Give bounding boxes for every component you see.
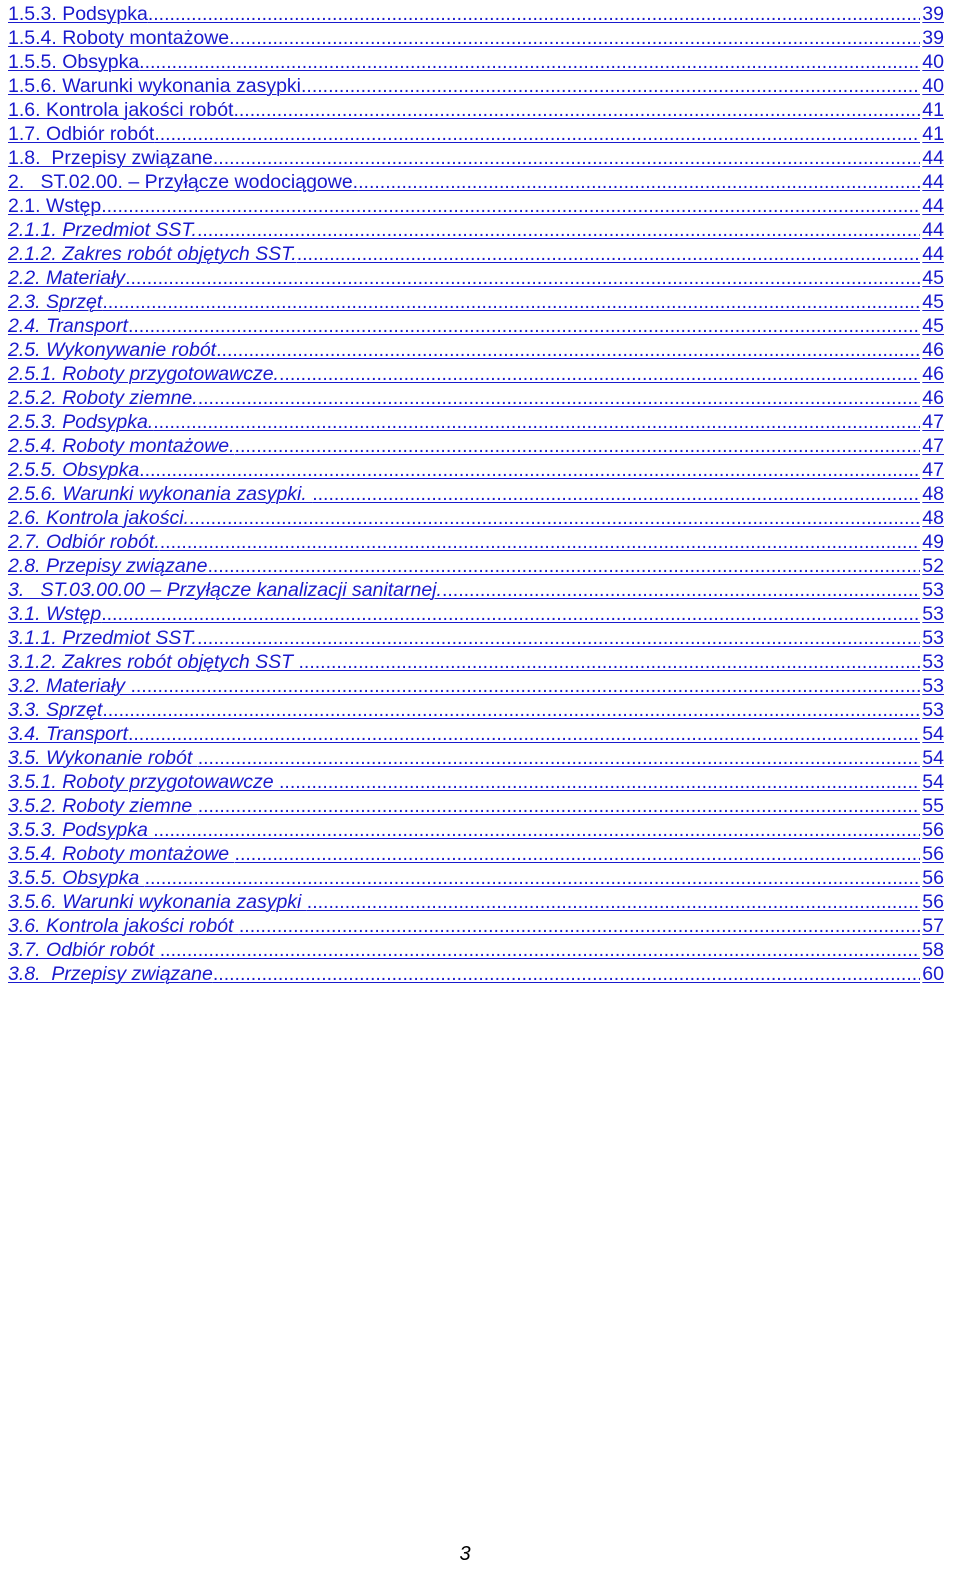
toc-entry-label: 3.2. Materiały: [8, 675, 131, 697]
toc-entry-label: 2.1.2. Zakres robót objętych SST.: [8, 243, 297, 265]
toc-entry-label: 2.6. Kontrola jakości.: [8, 507, 190, 529]
toc-entry-page-number: 54: [922, 747, 944, 769]
toc-entry-link[interactable]: [8, 746, 944, 770]
toc-entry-label: 2.5.4. Roboty montażowe.: [8, 435, 235, 457]
toc-entry-page-number: 48: [922, 483, 944, 505]
toc-entry-page-number: 48: [922, 507, 944, 529]
dot-leader: [153, 410, 920, 434]
dot-leader: [139, 458, 920, 482]
toc-entry-page-number: 57: [922, 915, 944, 937]
toc-entry-link[interactable]: [8, 866, 944, 890]
toc-entry-page-number: 53: [922, 627, 944, 649]
toc-entry-link[interactable]: [8, 674, 944, 698]
toc-entry-page-number: 45: [922, 267, 944, 289]
toc-entry-page-number: 56: [922, 867, 944, 889]
toc-entry-page-number: 46: [922, 339, 944, 361]
toc-entry-label: 2.5.5. Obsypka: [8, 459, 140, 481]
dot-leader: [153, 818, 920, 842]
toc-entry-label: 2.1.1. Przedmiot SST.: [8, 219, 197, 241]
toc-entry-link[interactable]: [8, 50, 944, 74]
toc-entry-link[interactable]: [8, 818, 944, 842]
toc-entry-link[interactable]: [8, 626, 944, 650]
toc-entry-link[interactable]: [8, 266, 944, 290]
dot-leader: [235, 434, 921, 458]
dot-leader: [312, 482, 920, 506]
toc-entry-page-number: 55: [922, 795, 944, 817]
toc-entry-link[interactable]: [8, 122, 944, 146]
table-of-contents: [8, 2, 944, 986]
toc-entry-page-number: 56: [922, 819, 944, 841]
dot-leader: [297, 242, 921, 266]
toc-entry-label: 2.8. Przepisy związane: [8, 555, 208, 577]
dot-leader: [198, 794, 921, 818]
toc-entry-page-number: 46: [922, 387, 944, 409]
dot-leader: [213, 962, 920, 986]
toc-entry-label: 3.4. Transport: [8, 723, 128, 745]
dot-leader: [101, 194, 920, 218]
toc-entry-page-number: 52: [922, 555, 944, 577]
toc-entry-link[interactable]: [8, 842, 944, 866]
toc-entry-label: 3.7. Odbiór robót: [8, 939, 160, 961]
dot-leader: [128, 314, 920, 338]
toc-entry-page-number: 49: [922, 531, 944, 553]
toc-entry-label: 3.8. Przepisy związane: [8, 963, 213, 985]
toc-entry-link[interactable]: [8, 242, 944, 266]
toc-entry-label: 1.5.4. Roboty montażowe: [8, 27, 230, 49]
dot-leader: [160, 938, 921, 962]
dot-leader: [207, 554, 920, 578]
dot-leader: [198, 746, 921, 770]
dot-leader: [239, 914, 920, 938]
toc-entry-label: 1.5.3. Podsypka: [8, 3, 148, 25]
toc-entry-label: 3.5.1. Roboty przygotowawcze: [8, 771, 279, 793]
toc-entry-link[interactable]: [8, 98, 944, 122]
toc-entry-page-number: 44: [922, 195, 944, 217]
toc-entry-link[interactable]: [8, 218, 944, 242]
toc-entry-page-number: 47: [922, 435, 944, 457]
dot-leader: [233, 98, 920, 122]
toc-entry-label: 3.1.1. Przedmiot SST.: [8, 627, 197, 649]
toc-entry-link[interactable]: [8, 530, 944, 554]
toc-entry-link[interactable]: [8, 914, 944, 938]
dot-leader: [197, 218, 920, 242]
toc-entry-link[interactable]: [8, 938, 944, 962]
toc-entry-link[interactable]: [8, 194, 944, 218]
toc-entry-page-number: 60: [922, 963, 944, 985]
toc-entry-page-number: 41: [922, 123, 944, 145]
dot-leader: [307, 890, 921, 914]
toc-entry-label: 2.5.2. Roboty ziemne.: [8, 387, 198, 409]
toc-entry-link[interactable]: [8, 890, 944, 914]
toc-entry-label: 2.2. Materiały: [8, 267, 126, 289]
toc-entry-label: 2. ST.02.00. – Przyłącze wodociągowe.: [8, 171, 359, 193]
page-number: 3: [459, 1543, 471, 1565]
dot-leader: [154, 122, 920, 146]
dot-leader: [279, 362, 920, 386]
toc-entry-page-number: 45: [922, 291, 944, 313]
toc-entry-label: 2.5.6. Warunki wykonania zasypki.: [8, 483, 313, 505]
toc-entry-page-number: 39: [922, 3, 944, 25]
dot-leader: [213, 146, 920, 170]
toc-entry-link[interactable]: [8, 146, 944, 170]
toc-entry-page-number: 44: [922, 219, 944, 241]
toc-entry-link[interactable]: [8, 770, 944, 794]
toc-entry-link[interactable]: [8, 554, 944, 578]
toc-entry-link[interactable]: [8, 482, 944, 506]
toc-entry-link[interactable]: [8, 74, 944, 98]
dot-leader: [160, 530, 921, 554]
toc-entry-page-number: 45: [922, 315, 944, 337]
toc-entry-label: 1.6. Kontrola jakości robót: [8, 99, 234, 121]
dot-leader: [442, 578, 920, 602]
toc-entry-link[interactable]: [8, 290, 944, 314]
toc-entry-page-number: 53: [922, 579, 944, 601]
toc-entry-label: 2.3. Sprzęt: [8, 291, 103, 313]
dot-leader: [101, 602, 920, 626]
dot-leader: [197, 626, 920, 650]
toc-entry-label: 2.5.3. Podsypka.: [8, 411, 154, 433]
toc-entry-link[interactable]: [8, 698, 944, 722]
toc-entry-label: 2.7. Odbiór robót.: [8, 531, 160, 553]
toc-entry-label: 1.7. Odbiór robót: [8, 123, 155, 145]
toc-entry-label: 3. ST.03.00.00 – Przyłącze kanalizacji sanitarnej.: [8, 579, 442, 601]
toc-entry-page-number: 53: [922, 699, 944, 721]
toc-entry-label: 3.3. Sprzęt: [8, 699, 103, 721]
toc-entry-page-number: 44: [922, 171, 944, 193]
toc-entry-page-number: 47: [922, 459, 944, 481]
toc-entry-label: 2.4. Transport: [8, 315, 128, 337]
toc-entry-label: 1.8. Przepisy związane: [8, 147, 213, 169]
toc-entry-page-number: 44: [922, 243, 944, 265]
toc-entry-label: 2.5.1. Roboty przygotowawcze.: [8, 363, 279, 385]
toc-entry-label: 3.5. Wykonanie robót: [8, 747, 198, 769]
toc-entry-page-number: 40: [922, 51, 944, 73]
toc-entry-page-number: 41: [922, 99, 944, 121]
dot-leader: [229, 26, 920, 50]
dot-leader: [298, 650, 920, 674]
toc-entry-link[interactable]: [8, 434, 944, 458]
toc-entry-label: 3.1. Wstęp: [8, 603, 102, 625]
dot-leader: [102, 698, 920, 722]
toc-entry-link[interactable]: [8, 506, 944, 530]
dot-leader: [198, 386, 921, 410]
toc-entry-link[interactable]: [8, 2, 944, 26]
toc-entry-link[interactable]: [8, 602, 944, 626]
toc-entry-page-number: 56: [922, 891, 944, 913]
toc-entry-page-number: 44: [922, 147, 944, 169]
toc-entry-page-number: 54: [922, 723, 944, 745]
dot-leader: [358, 170, 920, 194]
toc-entry-page-number: 53: [922, 603, 944, 625]
toc-entry-label: 3.5.6. Warunki wykonania zasypki: [8, 891, 307, 913]
dot-leader: [102, 290, 920, 314]
toc-entry-link[interactable]: [8, 314, 944, 338]
dot-leader: [128, 722, 920, 746]
toc-entry-label: 3.6. Kontrola jakości robót: [8, 915, 239, 937]
toc-entry-link[interactable]: [8, 650, 944, 674]
toc-entry-page-number: 39: [922, 27, 944, 49]
dot-leader: [145, 866, 921, 890]
toc-entry-page-number: 47: [922, 411, 944, 433]
dot-leader: [148, 2, 920, 26]
dot-leader: [189, 506, 920, 530]
toc-entry-page-number: 56: [922, 843, 944, 865]
toc-entry-page-number: 58: [922, 939, 944, 961]
toc-entry-link[interactable]: [8, 578, 944, 602]
toc-entry-page-number: 53: [922, 675, 944, 697]
toc-entry-link[interactable]: [8, 362, 944, 386]
dot-leader: [139, 50, 920, 74]
toc-entry-page-number: 54: [922, 771, 944, 793]
toc-entry-link[interactable]: [8, 722, 944, 746]
toc-entry-label: 3.5.4. Roboty montażowe: [8, 843, 235, 865]
toc-entry-label: 1.5.6. Warunki wykonania zasypki: [8, 75, 301, 97]
toc-entry-page-number: 46: [922, 363, 944, 385]
toc-entry-label: 1.5.5. Obsypka: [8, 51, 140, 73]
toc-entry-link[interactable]: [8, 794, 944, 818]
toc-entry-label: 3.5.3. Podsypka: [8, 819, 154, 841]
dot-leader: [130, 674, 920, 698]
toc-entry-link[interactable]: [8, 386, 944, 410]
toc-entry-label: 2.1. Wstęp: [8, 195, 102, 217]
toc-entry-label: 2.5. Wykonywanie robót: [8, 339, 217, 361]
toc-entry-link[interactable]: [8, 962, 944, 986]
toc-entry-link[interactable]: [8, 338, 944, 362]
toc-entry-label: 3.5.5. Obsypka: [8, 867, 145, 889]
dot-leader: [301, 74, 920, 98]
toc-entry-label: 3.5.2. Roboty ziemne: [8, 795, 198, 817]
toc-entry-link[interactable]: [8, 458, 944, 482]
dot-leader: [235, 842, 921, 866]
toc-entry-label: 3.1.2. Zakres robót objętych SST: [8, 651, 299, 673]
dot-leader: [125, 266, 920, 290]
toc-entry-page-number: 53: [922, 651, 944, 673]
toc-entry-page-number: 40: [922, 75, 944, 97]
toc-entry-link[interactable]: [8, 170, 944, 194]
toc-entry-link[interactable]: [8, 26, 944, 50]
dot-leader: [279, 770, 920, 794]
toc-entry-link[interactable]: [8, 410, 944, 434]
dot-leader: [216, 338, 920, 362]
